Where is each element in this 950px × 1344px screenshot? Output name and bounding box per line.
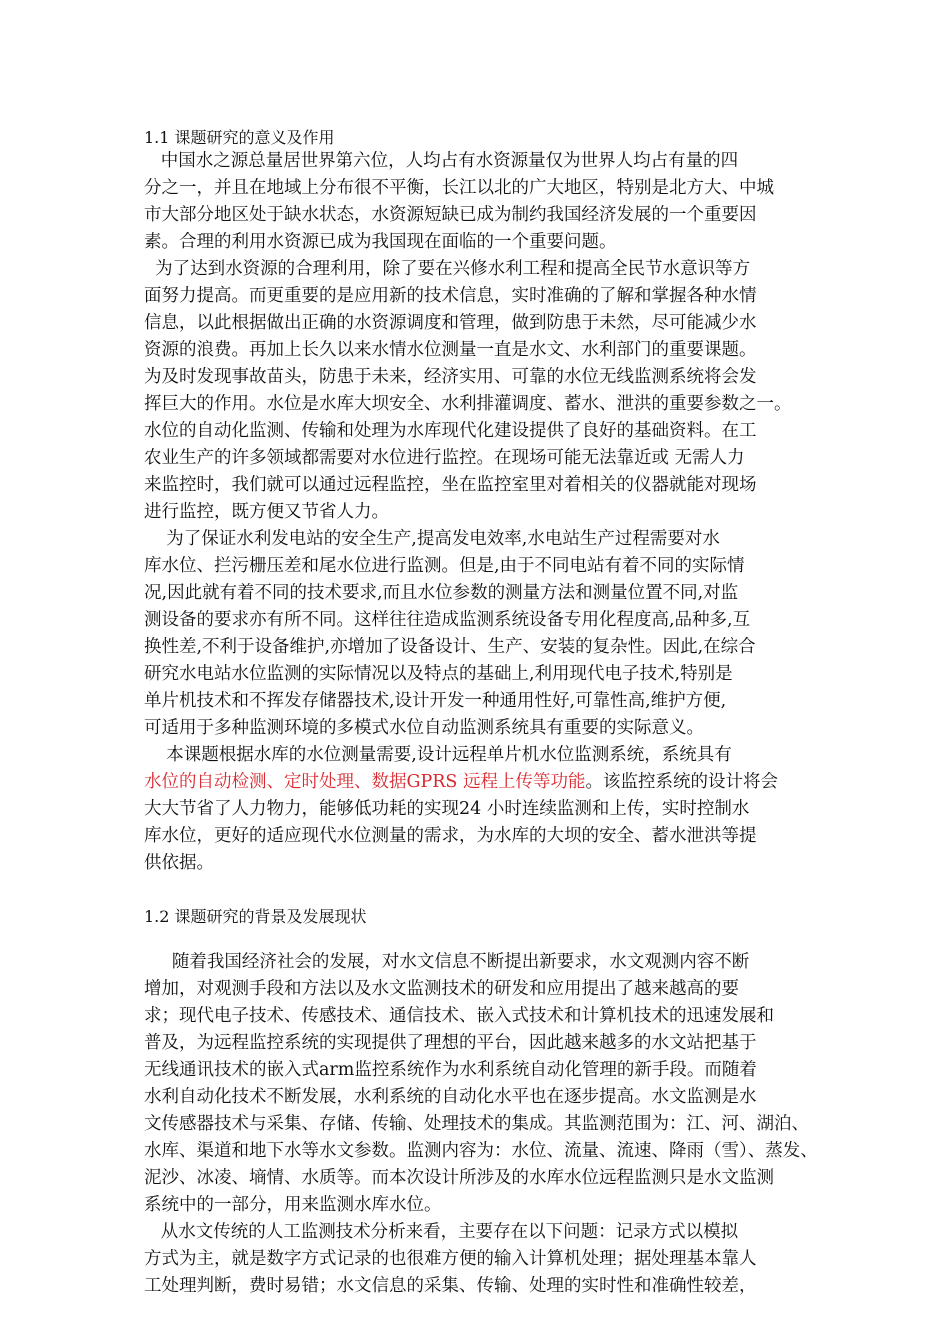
body-text-line: 库水位、拦污栅压差和尾水位进行监测。但是,由于不同电站有着不同的实际情 bbox=[144, 556, 745, 576]
section-heading-1-2: 1.2 课题研究的背景及发展现状 bbox=[144, 907, 367, 926]
body-text-line: 系统中的一部分，用来监测水库水位。 bbox=[144, 1195, 442, 1215]
body-text-line: 泥沙、冰凌、墒情、水质等。而本次设计所涉及的水库水位远程监测只是水文监测 bbox=[144, 1168, 774, 1188]
body-text-line: 方式为主，就是数字方式记录的也很难方便的输入计算机处理；据处理基本靠人 bbox=[144, 1249, 757, 1269]
body-text-line: 农业生产的许多领域都需要对水位进行监控。在现场可能无法靠近或 无需人力 bbox=[144, 448, 745, 468]
body-text-line: 增加，对观测手段和方法以及水文监测技术的研发和应用提出了越来越高的要 bbox=[144, 979, 739, 999]
body-text-line: 信息，以此根据做出正确的水资源调度和管理，做到防患于未然，尽可能减少水 bbox=[144, 313, 757, 333]
body-text-line: 来监控时，我们就可以通过远程监控，坐在监控室里对着相关的仪器就能对现场 bbox=[144, 475, 757, 495]
body-text-line: 中国水之源总量居世界第六位，人均占有水资源量仅为世界人均占有量的四 bbox=[144, 151, 739, 171]
body-text-line: 工处理判断，费时易错；水文信息的采集、传输、处理的实时性和准确性较差， bbox=[144, 1276, 757, 1296]
body-text-line: 水库、渠道和地下水等水文参数。监测内容为：水位、流量、流速、降雨（雪）、蒸发、 bbox=[144, 1141, 818, 1161]
body-text-line: 普及，为远程监控系统的实现提供了理想的平台，因此越来越多的水文站把基于 bbox=[144, 1033, 757, 1053]
body-text-line: 资源的浪费。再加上长久以来水情水位测量一直是水文、水利部门的重要课题。 bbox=[144, 340, 757, 360]
body-text-line: 换性差,不利于设备维护,亦增加了设备设计、生产、安装的复杂性。因此,在综合 bbox=[144, 637, 756, 657]
body-text-line: 况,因此就有着不同的技术要求,而且水位参数的测量方法和测量位置不同,对监 bbox=[144, 583, 739, 603]
body-text-line: 本课题根据水库的水位测量需要,设计远程单片机水位监测系统，系统具有 bbox=[144, 745, 732, 765]
body-text-line: 测设备的要求亦有所不同。这样往往造成监测系统设备专用化程度高,品种多,互 bbox=[144, 610, 751, 630]
body-text-line: 随着我国经济社会的发展，对水文信息不断提出新要求，水文观测内容不断 bbox=[144, 952, 750, 972]
body-text-line: 为及时发现事故苗头，防患于未来，经济实用、可靠的水位无线监测系统将会发 bbox=[144, 367, 757, 387]
body-text-line: 挥巨大的作用。水位是水库大坝安全、水利排灌调度、蓄水、泄洪的重要参数之一。 bbox=[144, 394, 792, 414]
body-text-line: 大大节省了人力物力，能够低功耗的实现24 小时连续监测和上传，实时控制水 bbox=[144, 799, 750, 819]
body-text-line: 求；现代电子技术、传感技术、通信技术、嵌入式技术和计算机技术的迅速发展和 bbox=[144, 1006, 774, 1026]
body-text-line: 市大部分地区处于缺水状态，水资源短缺已成为制约我国经济发展的一个重要因 bbox=[144, 205, 757, 225]
body-text-line: 供依据。 bbox=[144, 853, 214, 873]
body-text-line: 分之一，并且在地域上分布很不平衡，长江以北的广大地区，特别是北方大、中城 bbox=[144, 178, 774, 198]
highlighted-text: 水位的自动检测、定时处理、数据GPRS 远程上传等功能 bbox=[144, 772, 586, 792]
body-text-line: 水利自动化技术不断发展，水利系统的自动化水平也在逐步提高。水文监测是水 bbox=[144, 1087, 757, 1107]
body-text-line: 面努力提高。而更重要的是应用新的技术信息，实时准确的了解和掌握各种水情 bbox=[144, 286, 757, 306]
body-text-line: 水位的自动化监测、传输和处理为水库现代化建设提供了良好的基础资料。在工 bbox=[144, 421, 757, 441]
body-text-line: 为了达到水资源的合理利用，除了要在兴修水利工程和提高全民节水意识等方 bbox=[144, 259, 751, 279]
body-text-line: 从水文传统的人工监测技术分析来看，主要存在以下问题：记录方式以模拟 bbox=[144, 1222, 739, 1242]
body-text-line: 库水位，更好的适应现代水位测量的需求，为水库的大坝的安全、蓄水泄洪等提 bbox=[144, 826, 757, 846]
body-text-line: 单片机技术和不挥发存储器技术,设计开发一种通用性好,可靠性高,维护方便, bbox=[144, 691, 727, 711]
body-text-line: 进行监控，既方便又节省人力。 bbox=[144, 502, 389, 522]
body-text-line: 可适用于多种监测环境的多模式水位自动监测系统具有重要的实际意义。 bbox=[144, 718, 704, 738]
body-text-line: 无线通讯技术的嵌入式arm监控系统作为水利系统自动化管理的新手段。而随着 bbox=[144, 1060, 757, 1080]
body-text-line-highlighted bbox=[144, 769, 778, 796]
body-text-line: 为了保证水利发电站的安全生产,提高发电效率,水电站生产过程需要对水 bbox=[144, 529, 720, 549]
body-text-line: 素。合理的利用水资源已成为我国现在面临的一个重要问题。 bbox=[144, 232, 617, 252]
body-text-line: 文传感器技术与采集、存储、传输、处理技术的集成。其监测范围为：江、河、湖泊、 bbox=[144, 1114, 809, 1134]
section-heading-1-1: 1.1 课题研究的意义及作用 bbox=[144, 128, 335, 147]
body-text-line: 研究水电站水位监测的实际情况以及特点的基础上,利用现代电子技术,特别是 bbox=[144, 664, 733, 684]
body-text-span: 。该监控系统的设计将会 bbox=[585, 772, 778, 792]
